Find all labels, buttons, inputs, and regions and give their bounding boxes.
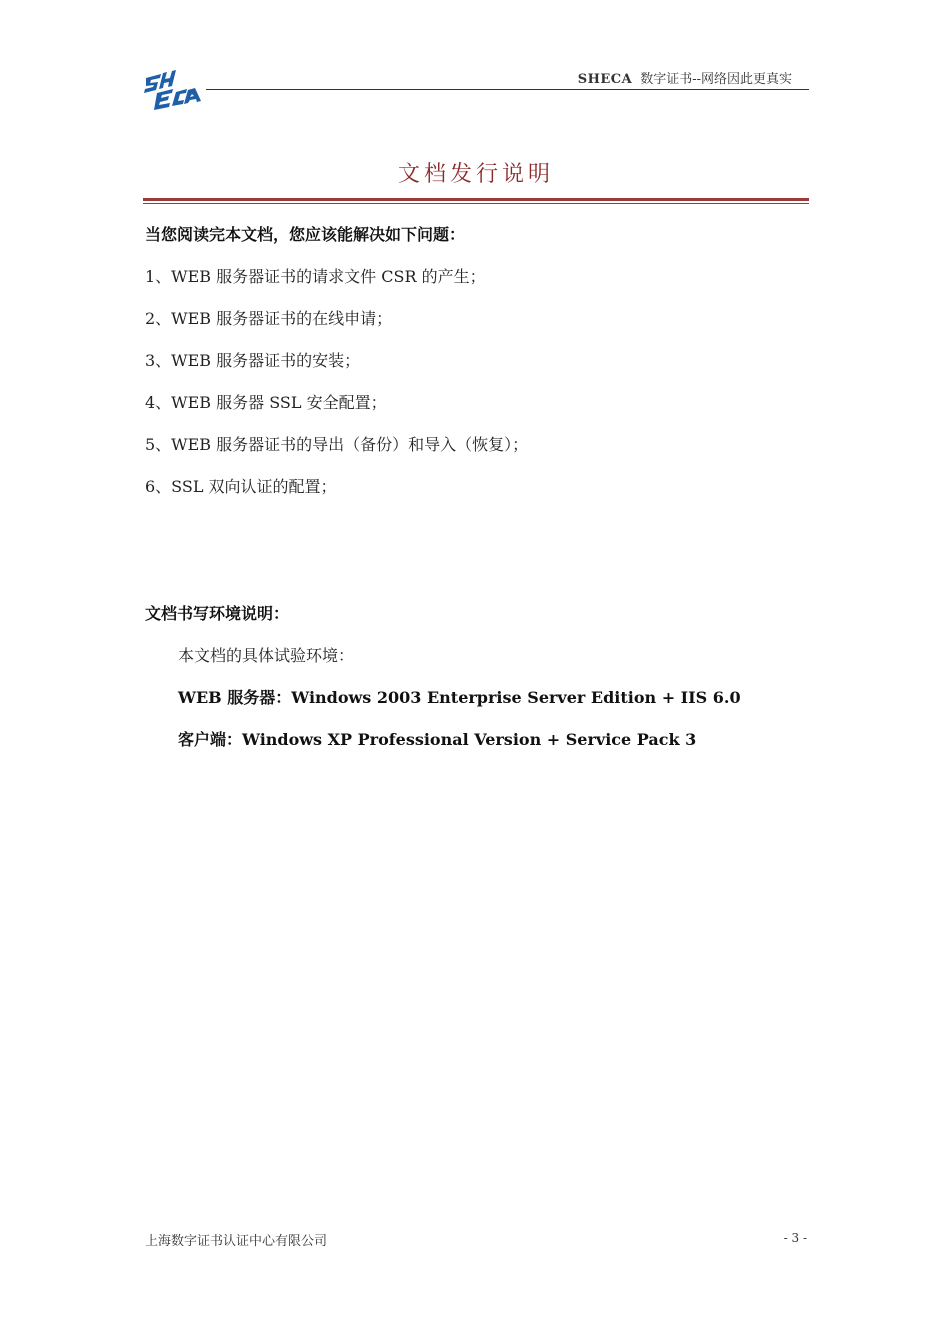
list-item: 3、WEB 服务器证书的安装； (145, 351, 361, 370)
title-rule-thin (143, 203, 809, 204)
header-brand: SHECA (577, 72, 633, 87)
list-item: 6、SSL 双向认证的配置； (145, 477, 337, 496)
header-rule (206, 89, 809, 90)
server-value: Windows 2003 Enterprise Server Edition + IIS 6.0 (291, 688, 741, 707)
server-label: WEB 服务器： (178, 688, 292, 707)
list-item: 1、WEB 服务器证书的请求文件 CSR 的产生； (145, 267, 486, 286)
environment-server (178, 685, 741, 708)
title-rule-thick (143, 198, 809, 201)
section-heading-environment: 文档书写环境说明： (145, 604, 290, 623)
footer-organization: 上海数字证书认证中心有限公司 (145, 1234, 328, 1249)
list-item: 2、WEB 服务器证书的在线申请； (145, 309, 393, 328)
list-item: 5、WEB 服务器证书的导出（备份）和导入（恢复）； (145, 435, 529, 454)
section-heading-questions: 当您阅读完本文档，您应该能解决如下问题： (145, 225, 466, 244)
header-slogan: 数字证书--网络因此更真实 (640, 72, 792, 87)
environment-client (178, 727, 696, 750)
document-title: 文档发行说明 (397, 162, 554, 187)
client-label: 客户端： (178, 730, 243, 749)
header-text (578, 68, 792, 87)
client-value: Windows XP Professional Version + Service Pack 3 (242, 730, 697, 749)
sheca-logo-icon (143, 68, 207, 110)
environment-intro: 本文档的具体试验环境： (178, 646, 355, 665)
list-item: 4、WEB 服务器 SSL 安全配置； (145, 393, 387, 412)
footer-page-number: - 3 - (783, 1231, 807, 1245)
